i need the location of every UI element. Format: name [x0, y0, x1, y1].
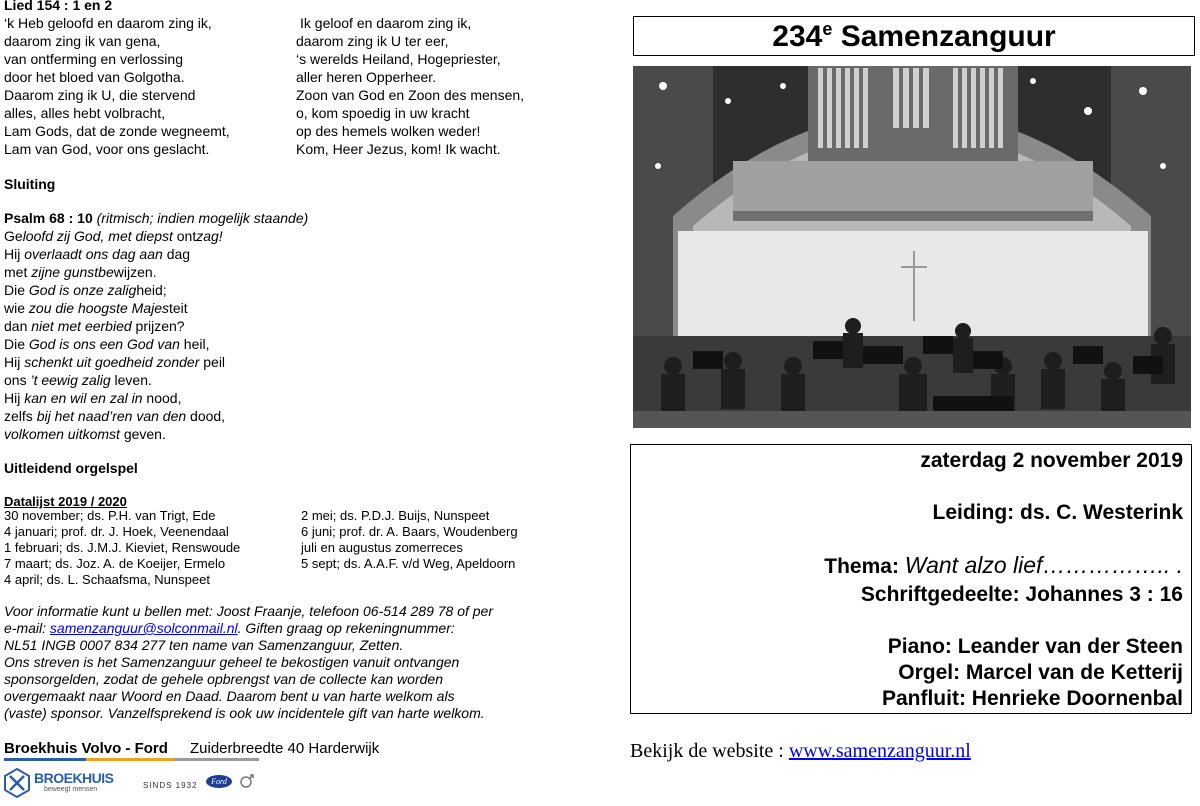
verse-line: aller heren Opperheer.	[296, 69, 437, 85]
sponsor-name: Broekhuis Volvo - Ford	[4, 740, 168, 757]
event-thema	[824, 553, 1183, 579]
event-date: zaterdag 2 november 2019	[920, 449, 1183, 472]
psalm-seg: leven.	[114, 372, 152, 388]
psalm-seg: heid;	[136, 282, 167, 298]
psalm-seg: ont	[176, 228, 197, 244]
datalijst-heading: Datalijst 2019 / 2020	[4, 494, 127, 509]
broekhuis-emblem-icon	[4, 768, 30, 798]
email-link[interactable]: samenzanguur@solconmail.nl	[49, 620, 238, 636]
psalm-seg: kan en wil en zal in	[24, 390, 147, 406]
psalm-line	[4, 390, 181, 407]
psalm-seg: zou die hoogste Majes	[28, 300, 169, 316]
psalm-line	[4, 372, 152, 389]
psalm-seg: teit	[169, 300, 188, 316]
event-details-box	[630, 444, 1192, 714]
datalijst-item: 7 maart; ds. Joz. A. de Koeijer, Ermelo	[4, 556, 226, 571]
psalm-heading	[4, 210, 308, 227]
datalijst-item: 6 juni; prof. dr. A. Baars, Woudenberg	[301, 524, 518, 539]
church-orchestra-image	[633, 66, 1191, 428]
psalm-seg: wijzen.	[113, 264, 157, 280]
psalm-seg: loofd zij God, met diepst	[22, 228, 177, 244]
info-line: overgemaakt naar Woord en Daad. Daarom bent u van harte welkom als	[4, 688, 455, 704]
psalm-seg: Hij	[4, 246, 25, 262]
stripe-blue	[4, 758, 86, 761]
info-line: Voor informatie kunt u bellen met: Joost Fraanje, telefoon 06-514 289 78 of per	[4, 603, 494, 619]
verse-line: door het bloed van Golgotha.	[4, 69, 185, 85]
event-orgel: Orgel: Marcel van de Ketterij	[898, 661, 1183, 684]
psalm-seg: Hij	[4, 390, 25, 406]
datalijst-item: 4 januari; prof. dr. J. Hoek, Veenendaal	[4, 524, 229, 539]
psalm-line	[4, 300, 188, 317]
psalm-seg: overlaadt ons dag aan	[24, 246, 167, 262]
sponsor-since: SINDS 1932	[143, 781, 198, 790]
psalm-seg: Die	[4, 282, 29, 298]
volvo-logo-icon	[240, 774, 254, 788]
psalm-seg: volkomen uitkomst	[4, 426, 124, 442]
datalijst-item: 5 sept; ds. A.A.F. v/d Weg, Apeldoorn	[301, 556, 516, 571]
psalm-line	[4, 264, 157, 281]
verse-line: ‘k Heb geloofd en daarom zing ik,	[4, 15, 212, 31]
psalm-seg: Ge	[4, 228, 23, 244]
website-link[interactable]: www.samenzanguur.nl	[788, 740, 971, 762]
broekhuis-logo	[4, 766, 114, 800]
psalm-title: Psalm 68 : 10	[4, 210, 93, 226]
verse-line: Ik geloof en daarom zing ik,	[300, 15, 472, 31]
verse-line: alles, alles hebt volbracht,	[4, 105, 166, 121]
sluiting-heading: Sluiting	[4, 176, 56, 192]
info-line: sponsorgelden, zodat de gehele opbrengst van de collecte kan worden	[4, 671, 443, 687]
stripe-orange	[86, 758, 174, 761]
verse-line: van ontferming en verlossing	[4, 51, 183, 67]
psalm-seg: bij het naad’ren van den	[36, 408, 191, 424]
psalm-seg: schenkt uit goedheid zonder	[24, 354, 204, 370]
info-line: Ons streven is het Samenzanguur geheel te bekostigen vanuit ontvangen	[4, 654, 460, 670]
psalm-seg: geven.	[123, 426, 166, 442]
verse-line: ‘s werelds Heiland, Hogepriester,	[296, 51, 501, 67]
psalm-line	[4, 354, 225, 371]
info-line	[4, 620, 455, 637]
verse-line: Lam Gods, dat de zonde wegneemt,	[4, 123, 230, 139]
broekhuis-wordmark: BROEKHUIS	[34, 770, 114, 786]
psalm-seg: peil	[203, 354, 226, 370]
sponsor-stripe	[4, 758, 259, 762]
event-schriftgedeelte: Schriftgedeelte: Johannes 3 : 16	[860, 583, 1183, 606]
psalm-seg: nood,	[146, 390, 182, 406]
datalijst-item: 30 november; ds. P.H. van Trigt, Ede	[4, 508, 216, 523]
psalm-seg: ons	[4, 372, 31, 388]
sponsor-address: Zuiderbreedte 40 Harderwijk	[190, 740, 380, 757]
psalm-seg: Die	[4, 336, 29, 352]
psalm-seg: prijzen?	[135, 318, 185, 334]
psalm-seg: niet met eerbied	[31, 318, 136, 334]
datalijst-item: 2 mei; ds. P.D.J. Buijs, Nunspeet	[301, 508, 490, 523]
psalm-line	[4, 318, 185, 335]
psalm-seg: wie	[4, 300, 29, 316]
verse-line: Lam van God, voor ons geslacht.	[4, 141, 210, 157]
psalm-seg: dag	[166, 246, 191, 262]
psalm-line	[4, 408, 225, 425]
event-piano: Piano: Leander van der Steen	[887, 635, 1183, 658]
website-label: Bekijk de website :	[630, 740, 789, 762]
psalm-line	[4, 336, 209, 353]
psalm-seg: zijne gunstbe	[31, 264, 114, 280]
verse-line: daarom zing ik U ter eer,	[296, 33, 449, 49]
psalm-seg: dan	[4, 318, 32, 334]
info-line: NL51 INGB 0007 834 277 ten name van Samenzanguur, Zetten.	[4, 637, 404, 653]
stripe-grey	[174, 758, 259, 761]
title-number: 234	[772, 20, 823, 53]
psalm-seg: dood,	[190, 408, 226, 424]
psalm-note: (ritmisch; indien mogelijk staande)	[96, 210, 309, 226]
datalijst-item: 4 april; ds. L. Schaafsma, Nunspeet	[4, 572, 210, 587]
page-title	[633, 16, 1195, 56]
event-leiding: Leiding: ds. C. Westerink	[932, 501, 1183, 524]
info-seg: . Giften graag op rekeningnummer:	[237, 620, 455, 636]
verse-line: Kom, Heer Jezus, kom! Ik wacht.	[296, 141, 501, 157]
datalijst-item: 1 februari; ds. J.M.J. Kieviet, Renswoude	[4, 540, 241, 555]
broekhuis-tagline: beweegt mensen	[44, 786, 98, 793]
verse-line: o, kom spoedig in uw kracht	[296, 105, 470, 121]
thema-label: Thema:	[824, 555, 905, 578]
website-line	[630, 740, 971, 763]
psalm-seg: God is ons een God van	[28, 336, 184, 352]
datalijst-item: juli en augustus zomerreces	[301, 540, 463, 555]
title-rest: Samenzanguur	[840, 20, 1056, 53]
verse-line: op des hemels wolken weder!	[296, 123, 481, 139]
psalm-seg: God is onze zalig	[28, 282, 137, 298]
verse-line: Daarom zing ik U, die stervend	[4, 87, 196, 103]
psalm-seg: zag!	[196, 228, 223, 244]
psalm-line	[4, 282, 167, 299]
info-line: (vaste) sponsor. Vanzelfsprekend is ook uw incidentele gift van harte welkom.	[4, 705, 485, 721]
psalm-seg: ’t eewig zalig	[30, 372, 115, 388]
title-sup: e	[822, 19, 833, 39]
psalm-line	[4, 228, 223, 245]
psalm-line	[4, 426, 166, 443]
psalm-line	[4, 246, 190, 263]
church-photo	[633, 66, 1191, 428]
thema-value: Want alzo lief…………….. .	[904, 552, 1183, 578]
verse-line: Zoon van God en Zoon des mensen,	[296, 87, 525, 103]
verse-line: daarom zing ik van gena,	[4, 33, 161, 49]
psalm-seg: zelfs	[4, 408, 37, 424]
info-seg: e-mail:	[4, 620, 50, 636]
orgelspel-heading: Uitleidend orgelspel	[4, 460, 138, 476]
psalm-seg: met	[4, 264, 32, 280]
event-panfluit: Panfluit: Henrieke Doornenbal	[881, 687, 1183, 710]
ford-logo-icon: Ford	[206, 775, 232, 788]
lied-heading: Lied 154 : 1 en 2	[4, 0, 113, 13]
psalm-seg: Hij	[4, 354, 25, 370]
psalm-seg: heil,	[183, 336, 210, 352]
